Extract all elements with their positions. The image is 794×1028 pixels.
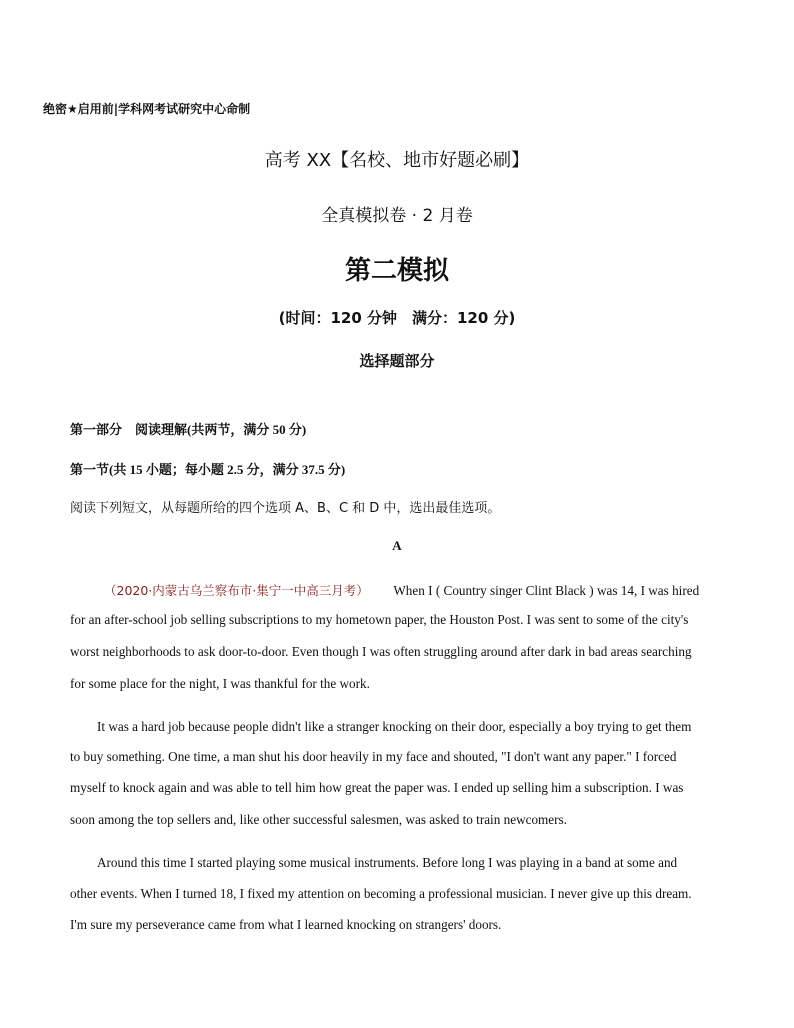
paragraph-3-line-3: I'm sure my perseverance came from what I learned knocking on strangers' doors.	[70, 917, 502, 932]
paragraph-1-line-4: for some place for the night, I was thankful for the work.	[70, 676, 370, 691]
paragraph-2-line-3: myself to knock again and was able to tell him how great the paper was. I ended up selling him a subscription. I was	[70, 780, 684, 795]
paragraph-2-line-4: soon among the top sellers and, like other successful salesmen, was asked to train newcomers.	[70, 812, 567, 827]
exam-subtitle: 全真模拟卷 · 2 月卷	[321, 206, 473, 226]
time-score-info: (时间：120 分钟 满分：120 分)	[278, 309, 516, 327]
part1-heading: 第一部分 阅读理解(共两节，满分 50 分)	[70, 422, 307, 437]
exam-title: 第二模拟	[344, 256, 449, 286]
paragraph-2-line-1: It was a hard job because people didn't like a stranger knocking on their door, especially a boy trying to get them	[97, 719, 692, 734]
source-tag: （2020·内蒙古乌兰察布市·集宁一中高三月考）	[104, 583, 369, 598]
reading-instruction: 阅读下列短文，从每题所给的四个选项 A、B、C 和 D 中，选出最佳选项。	[70, 501, 501, 516]
paragraph-3-line-2: other events. When I turned 18, I fixed my attention on becoming a professional musician. I never give up this dream.	[70, 886, 692, 901]
paragraph-2-line-2: to buy something. One time, a man shut his door heavily in my face and shouted, "I don't want any paper." I forced	[70, 749, 677, 764]
section-label: 选择题部分	[359, 352, 435, 370]
paragraph-text: When I ( Country singer Clint Black ) was 14, I was hired	[393, 583, 700, 598]
exam-series-title: 高考 XX【名校、地市好题必刷】	[264, 150, 530, 171]
paragraph-1-line-3: worst neighborhoods to ask door-to-door. Even though I was often struggling around after dark in bad areas searching	[70, 644, 692, 659]
paragraph-1-line-1	[104, 581, 699, 599]
paragraph-3-line-1: Around this time I started playing some musical instruments. Before long I was playing in a band at some and	[97, 855, 678, 870]
passage-letter: A	[392, 538, 402, 553]
paragraph-1-line-2: for an after-school job selling subscriptions to my hometown paper, the Houston Post. I was sent to some of the city's	[70, 612, 689, 627]
section1-heading: 第一节(共 15 小题；每小题 2.5 分，满分 37.5 分)	[70, 462, 346, 477]
confidential-header: 绝密★启用前|学科网考试研究中心命制	[43, 102, 251, 116]
